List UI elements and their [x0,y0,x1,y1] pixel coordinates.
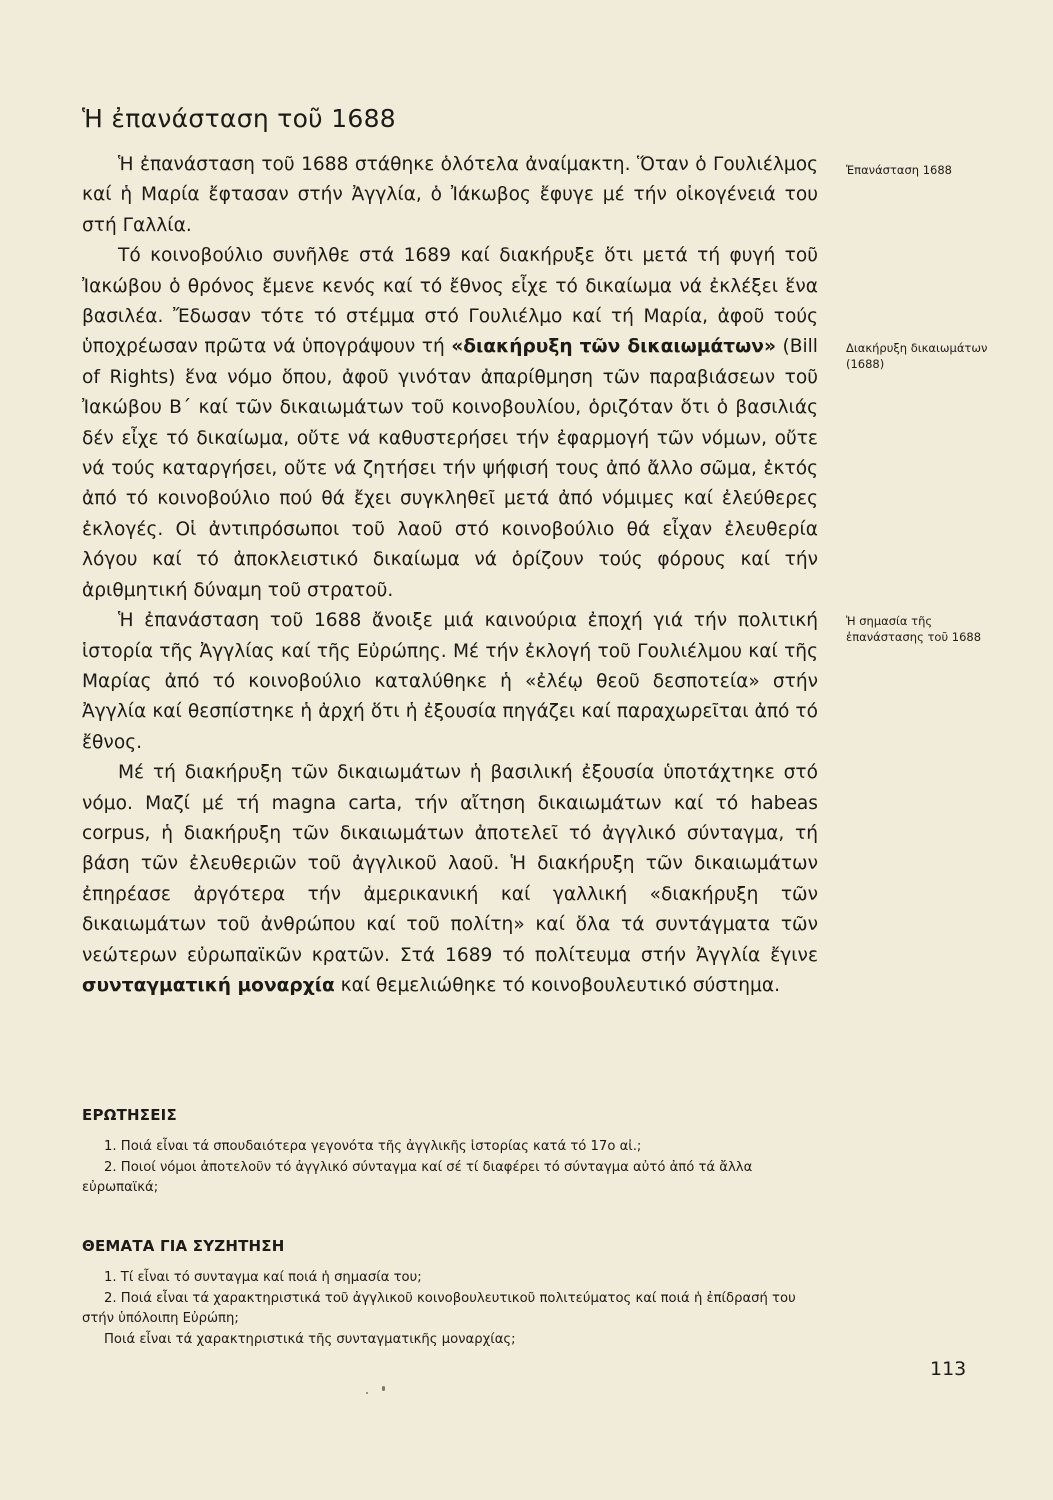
topics-list [82,1268,818,1350]
question-item: 2. Ποιοί νόμοι ἀποτελοῦν τό ἀγγλικό σύνταγμα καί σέ τί διαφέρει τό σύνταγμα αὐτό ἀπό τά ἄλλα εὐρωπαϊκά; [82,1159,753,1195]
questions-list [82,1137,818,1199]
paragraph-2 [82,241,818,606]
paper-speck [382,1386,385,1391]
bill-of-rights-term: «διακήρυξη τῶν δικαιωμάτων» [451,336,776,358]
topic-item: Ποιά εἶναι τά χαρακτηριστικά τῆς συνταγματικῆς μοναρχίας; [104,1331,516,1347]
constitutional-monarchy-term: συνταγματική μοναρχία [82,974,335,996]
paragraph-1: Ἡ ἐπανάσταση τοῦ 1688 στάθηκε ὁλότελα ἀναίμακτη. Ὅταν ὁ Γουλιέλμος καί ἡ Μαρία ἔφτασαν στήν Ἀγγλία, ὁ Ἰάκωβος ἔφυγε μέ τήν οἰκογένειά του στή Γαλλία. [82,154,818,236]
margin-note-declaration: Διακήρυξη δικαιωμάτων (1688) [846,341,988,371]
topics-title: ΘΕΜΑΤΑ ΓΙΑ ΣΥΖΗΤΗΣΗ [82,1237,285,1255]
paragraph-2-text: Τό κοινοβούλιο συνῆλθε στά 1689 καί διακήρυξε ὅτι μετά τή φυγή τοῦ Ἰακώβου ὁ θρόνος ἔμενε κενός καί τό ἔθνος εἶχε τό δικαίωμα νά ἐκλέξει ἕνα βασιλέα. Ἔδωσαν τότε τό στέμμα στό Γουλιέλμο καί τή Μαρία, ἀφοῦ τούς ὑποχρέωσαν πρῶτα νά ὑπογράψουν τή [82,245,818,358]
page-number: 113 [930,1358,967,1380]
paragraph-2-continuation: (Bill of Rights) ἕνα νόμο ὅπου, ἀφοῦ γινόταν ἀπαρίθμηση τῶν παραβιάσεων τοῦ Ἰακώβου Β΄ καί τῶν δικαιωμάτων τοῦ κοινοβουλίου, ὁριζόταν ὅτι ὁ βασιλιάς δέν εἶχε τό δικαίωμα, οὔτε νά καθυστερήσει τήν ἐφαρμογή τῶν νόμων, οὔτε νά τούς καταργήσει, οὔτε νά ζητήσει τήν ψήφισή τους ἀπό ἄλλο σῶμα, ἐκτός ἀπό τό κοινοβούλιο πού θά ἔχει συγκληθεῖ μετά ἀπό νόμιμες καί ἐλεύθερες ἐκλογές. Οἱ ἀντιπρόσωποι τοῦ λαοῦ στό κοινοβούλιο θά εἶχαν ἐλευθερία λόγου καί τό ἀποκλειστικό δικαίωμα νά ὁρίζουν τούς φόρους καί τήν ἀριθμητική δύναμη τοῦ στρατοῦ. [82,336,818,601]
paragraph-4-text: Μέ τή διακήρυξη τῶν δικαιωμάτων ἡ βασιλική ἐξουσία ὑποτάχτηκε στό νόμο. Μαζί μέ τή magna carta, τήν αἴτηση δικαιωμάτων καί τό habeas corpus, ἡ διακήρυξη τῶν δικαιωμάτων ἀποτελεῖ τό ἀγγλικό σύνταγμα, τή βάση τῶν ἐλευθεριῶν τοῦ ἀγγλικοῦ λαοῦ. Ἡ διακήρυξη τῶν δικαιωμάτων ἐπηρέασε ἀργότερα τήν ἀμερικανική καί γαλλική «διακήρυξη τῶν δικαιωμάτων τοῦ ἀνθρώπου καί τοῦ πολίτη» καί ὅλα τά συντάγματα τῶν νεώτερων εὐρωπαϊκῶν κρατῶν. Στά 1689 τό πολίτευμα στήν Ἀγγλία ἔγινε [82,762,818,966]
margin-note-revolution: Ἐπανάσταση 1688 [846,163,952,177]
paragraph-3: Ἡ ἐπανάσταση τοῦ 1688 ἄνοιξε μιά καινούρια ἐποχή γιά τήν πολιτική ἱστορία τῆς Ἀγγλίας καί τῆς Εὐρώπης. Μέ τήν ἐκλογή τοῦ Γουλιέλμου καί τῆς Μαρίας ἀπό τό κοινοβούλιο καταλύθηκε ἡ «ἐλέῳ θεοῦ δεσποτεία» στήν Ἀγγλία καί θεσπίστηκε ἡ ἀρχή ὅτι ἡ ἐξουσία πηγάζει καί παραχωρεῖται ἀπό τό ἔθνος. [82,610,818,753]
questions-title: ΕΡΩΤΗΣΕΙΣ [82,1106,177,1124]
paragraph-4 [82,758,818,1001]
margin-note-significance: Ἡ σημασία τῆς ἐπανάστασης τοῦ 1688 [846,614,982,644]
paragraph-4-end: καί θεμελιώθηκε τό κοινοβουλευτικό σύστημα. [334,974,781,996]
body-text [82,150,818,1001]
topic-item: 1. Τί εἶναι τό συνταγμα καί ποιά ἡ σημασία του; [104,1270,422,1285]
topic-item: 2. Ποιά εἶναι τά χαρακτηριστικά τοῦ ἀγγλικοῦ κοινοβουλευτικοῦ πολιτεύματος καί ποιά ἡ ἐπίδρασή του στήν ὑπόλοιπη Εὐρώπη; [82,1290,796,1326]
question-item: 1. Ποιά εἶναι τά σπουδαιότερα γεγονότα τῆς ἀγγλικῆς ἱστορίας κατά τό 17ο αἰ.; [104,1139,642,1154]
section-heading: Ἡ ἐπανάσταση τοῦ 1688 [82,104,397,133]
paper-speck [366,1392,368,1394]
